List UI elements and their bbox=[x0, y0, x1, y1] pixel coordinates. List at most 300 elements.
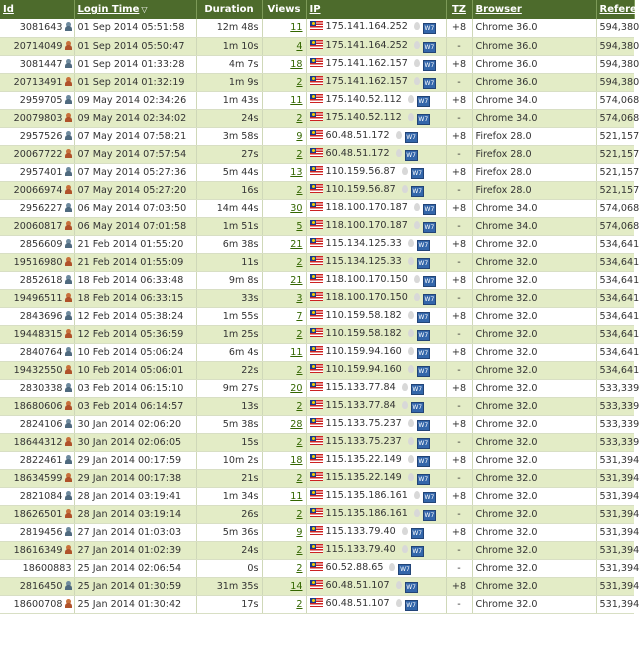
ip-address[interactable]: 175.141.162.157 bbox=[325, 57, 408, 69]
table-row bbox=[0, 109, 634, 127]
column-header-tz[interactable] bbox=[446, 0, 472, 19]
windows-7-icon: W7 bbox=[418, 331, 429, 339]
visit-id[interactable]: 18600883 bbox=[22, 562, 72, 574]
malaysia-flag-icon bbox=[310, 148, 323, 157]
visit-id[interactable]: 20079803 bbox=[13, 112, 63, 124]
cell-ip bbox=[306, 271, 446, 289]
ip-address[interactable]: 110.159.56.87 bbox=[325, 183, 396, 195]
ip-address[interactable]: 110.159.94.160 bbox=[325, 363, 402, 375]
visit-id[interactable]: 2830338 bbox=[19, 382, 63, 394]
views-link[interactable]: 2 bbox=[296, 400, 303, 412]
cell-ip bbox=[306, 451, 446, 469]
cell-duration: 10m 2s bbox=[196, 451, 262, 469]
visitor-icon[interactable] bbox=[65, 221, 72, 230]
table-row bbox=[0, 199, 634, 217]
cell-referer: 521,157 bbox=[596, 145, 634, 163]
visitor-icon[interactable] bbox=[65, 437, 72, 446]
drop-icon bbox=[414, 293, 420, 301]
malaysia-flag-icon bbox=[310, 274, 323, 283]
cell-referer: 531,394 bbox=[596, 541, 634, 559]
visit-id[interactable]: 18644312 bbox=[13, 436, 63, 448]
cell-browser: Chrome 34.0 bbox=[472, 109, 596, 127]
visit-id[interactable]: 2819456 bbox=[19, 526, 63, 538]
cell-referer: 521,157 bbox=[596, 181, 634, 199]
cell-login-time: 12 Feb 2014 05:38:24 bbox=[74, 307, 196, 325]
visit-id[interactable]: 19432550 bbox=[13, 364, 63, 376]
windows-7-icon: W7 bbox=[406, 583, 416, 591]
cell-browser: Chrome 36.0 bbox=[472, 73, 596, 91]
sort-by-id-link[interactable]: Id bbox=[3, 4, 14, 15]
table-row bbox=[0, 361, 634, 379]
ip-address[interactable]: 175.141.164.252 bbox=[325, 21, 408, 33]
drop-icon bbox=[408, 473, 414, 481]
ip-address[interactable]: 175.140.52.112 bbox=[325, 111, 402, 123]
cell-ip bbox=[306, 253, 446, 271]
cell-duration: 24s bbox=[196, 541, 262, 559]
views-link[interactable]: 21 bbox=[290, 274, 303, 286]
cell-id bbox=[0, 109, 74, 127]
cell-id bbox=[0, 487, 74, 505]
ip-address[interactable]: 110.159.58.182 bbox=[325, 327, 402, 339]
cell-views bbox=[262, 451, 306, 469]
visitor-icon[interactable] bbox=[65, 239, 72, 248]
visitor-icon[interactable] bbox=[65, 203, 72, 212]
visitor-icon[interactable] bbox=[65, 365, 72, 374]
malaysia-flag-icon bbox=[310, 292, 323, 301]
visitor-icon[interactable] bbox=[65, 185, 72, 194]
views-link[interactable]: 11 bbox=[290, 346, 303, 358]
visitor-icon[interactable] bbox=[65, 22, 72, 31]
visit-id[interactable]: 20066974 bbox=[13, 184, 63, 196]
malaysia-flag-icon bbox=[310, 418, 323, 427]
malaysia-flag-icon bbox=[310, 40, 323, 49]
drop-icon bbox=[408, 239, 414, 247]
cell-tz: - bbox=[446, 253, 472, 271]
views-link[interactable]: 2 bbox=[296, 598, 303, 610]
malaysia-flag-icon bbox=[310, 364, 323, 373]
cell-login-time: 10 Feb 2014 05:06:01 bbox=[74, 361, 196, 379]
cell-referer: 574,068 bbox=[596, 217, 634, 235]
visit-id[interactable]: 2956227 bbox=[19, 202, 63, 214]
views-link[interactable]: 2 bbox=[296, 508, 303, 520]
views-link[interactable]: 2 bbox=[296, 436, 303, 448]
table-row bbox=[0, 487, 634, 505]
visitor-icon[interactable] bbox=[65, 149, 72, 158]
cell-tz: - bbox=[446, 505, 472, 523]
views-link[interactable]: 2 bbox=[296, 76, 303, 88]
ip-address[interactable]: 115.134.125.33 bbox=[325, 237, 402, 249]
cell-duration: 12m 48s bbox=[196, 19, 262, 37]
visitor-icon[interactable] bbox=[65, 113, 72, 122]
visit-id[interactable]: 18680606 bbox=[13, 400, 63, 412]
views-link[interactable]: 13 bbox=[290, 166, 303, 178]
visit-id[interactable]: 3081643 bbox=[19, 22, 63, 34]
table-row bbox=[0, 73, 634, 91]
column-header-id[interactable] bbox=[0, 0, 74, 19]
ip-address[interactable]: 115.134.125.33 bbox=[325, 255, 402, 267]
cell-referer: 534,641 bbox=[596, 361, 634, 379]
cell-tz: +8 bbox=[446, 523, 472, 541]
cell-duration: 5m 38s bbox=[196, 415, 262, 433]
visit-id[interactable]: 18626501 bbox=[13, 508, 63, 520]
visitor-icon[interactable] bbox=[65, 581, 72, 590]
cell-referer: 521,157 bbox=[596, 127, 634, 145]
visit-id[interactable]: 2843696 bbox=[19, 310, 63, 322]
ip-address[interactable]: 115.133.75.237 bbox=[325, 435, 402, 447]
drop-icon bbox=[408, 95, 414, 103]
cell-browser: Chrome 36.0 bbox=[472, 55, 596, 73]
cell-browser: Chrome 32.0 bbox=[472, 559, 596, 577]
ip-address[interactable]: 110.159.94.160 bbox=[325, 345, 402, 357]
cell-views bbox=[262, 271, 306, 289]
cell-ip bbox=[306, 469, 446, 487]
ip-address[interactable]: 115.135.186.161 bbox=[325, 507, 408, 519]
visit-id[interactable]: 2816450 bbox=[19, 580, 63, 592]
cell-tz: +8 bbox=[446, 307, 472, 325]
malaysia-flag-icon bbox=[310, 238, 323, 247]
drop-icon bbox=[414, 77, 420, 85]
column-header-ip[interactable] bbox=[306, 0, 446, 19]
cell-duration: 1m 25s bbox=[196, 325, 262, 343]
cell-id bbox=[0, 307, 74, 325]
ip-address[interactable]: 115.133.75.237 bbox=[325, 417, 402, 429]
cell-duration: 33s bbox=[196, 289, 262, 307]
sort-by-login-time-link[interactable]: Login Time bbox=[77, 4, 140, 15]
visitor-icon[interactable] bbox=[65, 131, 72, 140]
cell-login-time: 29 Jan 2014 00:17:38 bbox=[74, 469, 196, 487]
cell-tz: - bbox=[446, 541, 472, 559]
ip-address[interactable]: 60.48.51.107 bbox=[325, 597, 390, 609]
cell-id bbox=[0, 217, 74, 235]
drop-icon bbox=[396, 581, 402, 589]
sort-descending-icon[interactable]: ▽ bbox=[141, 5, 148, 14]
cell-login-time: 07 May 2014 05:27:20 bbox=[74, 181, 196, 199]
ip-address[interactable]: 110.159.56.87 bbox=[325, 165, 396, 177]
views-link[interactable]: 11 bbox=[290, 94, 303, 106]
ip-address[interactable]: 115.133.77.84 bbox=[325, 399, 396, 411]
drop-icon bbox=[402, 401, 408, 409]
visit-id[interactable]: 19496511 bbox=[13, 292, 63, 304]
cell-login-time: 21 Feb 2014 01:55:20 bbox=[74, 235, 196, 253]
cell-tz: +8 bbox=[446, 415, 472, 433]
table-row bbox=[0, 235, 634, 253]
cell-ip bbox=[306, 523, 446, 541]
cell-referer: 533,339 bbox=[596, 397, 634, 415]
views-link[interactable]: 28 bbox=[290, 418, 303, 430]
drop-icon bbox=[402, 185, 408, 193]
malaysia-flag-icon bbox=[310, 256, 323, 265]
cell-referer: 533,339 bbox=[596, 415, 634, 433]
table-row bbox=[0, 343, 634, 361]
cell-login-time: 12 Feb 2014 05:36:59 bbox=[74, 325, 196, 343]
visit-id[interactable]: 20713491 bbox=[13, 76, 63, 88]
windows-7-icon: W7 bbox=[412, 385, 423, 393]
drop-icon bbox=[414, 41, 420, 49]
visit-id[interactable]: 2856609 bbox=[19, 238, 63, 250]
visit-id[interactable]: 2959705 bbox=[19, 94, 63, 106]
malaysia-flag-icon bbox=[310, 598, 323, 607]
visitor-icon[interactable] bbox=[65, 167, 72, 176]
drop-icon bbox=[414, 275, 420, 283]
ip-address[interactable]: 118.100.170.187 bbox=[325, 201, 408, 213]
windows-7-icon: W7 bbox=[418, 367, 429, 375]
visit-id[interactable]: 3081447 bbox=[19, 58, 63, 70]
views-link[interactable]: 2 bbox=[296, 112, 303, 124]
views-link[interactable]: 11 bbox=[290, 490, 303, 502]
cell-duration: 6m 38s bbox=[196, 235, 262, 253]
cell-login-time: 27 Jan 2014 01:02:39 bbox=[74, 541, 196, 559]
cell-duration: 21s bbox=[196, 469, 262, 487]
cell-duration: 15s bbox=[196, 433, 262, 451]
malaysia-flag-icon bbox=[310, 21, 323, 30]
cell-login-time: 29 Jan 2014 00:17:59 bbox=[74, 451, 196, 469]
visit-id[interactable]: 18634599 bbox=[13, 472, 63, 484]
cell-referer: 534,641 bbox=[596, 343, 634, 361]
table-row bbox=[0, 217, 634, 235]
visitor-icon[interactable] bbox=[65, 401, 72, 410]
visitor-icon[interactable] bbox=[65, 77, 72, 86]
visit-id[interactable]: 19448315 bbox=[13, 328, 63, 340]
cell-browser: Chrome 32.0 bbox=[472, 523, 596, 541]
cell-duration: 0s bbox=[196, 559, 262, 577]
table-row bbox=[0, 595, 634, 613]
cell-browser: Chrome 32.0 bbox=[472, 595, 596, 613]
cell-tz: +8 bbox=[446, 91, 472, 109]
drop-icon bbox=[408, 419, 414, 427]
cell-tz: +8 bbox=[446, 487, 472, 505]
views-link[interactable]: 18 bbox=[290, 58, 303, 70]
views-link[interactable]: 21 bbox=[290, 238, 303, 250]
cell-referer: 534,641 bbox=[596, 235, 634, 253]
ip-address[interactable]: 115.135.186.161 bbox=[325, 489, 408, 501]
cell-login-time: 18 Feb 2014 06:33:48 bbox=[74, 271, 196, 289]
windows-7-icon: W7 bbox=[424, 79, 435, 87]
cell-referer: 534,641 bbox=[596, 253, 634, 271]
table-row bbox=[0, 379, 634, 397]
visitor-icon[interactable] bbox=[65, 491, 72, 500]
cell-duration: 5m 36s bbox=[196, 523, 262, 541]
visitor-icon[interactable] bbox=[65, 473, 72, 482]
cell-duration: 1m 43s bbox=[196, 91, 262, 109]
views-link[interactable]: 11 bbox=[290, 22, 303, 34]
views-link[interactable]: 9 bbox=[296, 526, 303, 538]
sort-by-browser-link[interactable]: Browser bbox=[475, 4, 522, 15]
visit-id[interactable]: 18600708 bbox=[13, 598, 63, 610]
cell-login-time: 30 Jan 2014 02:06:20 bbox=[74, 415, 196, 433]
visitor-icon[interactable] bbox=[65, 509, 72, 518]
visitor-icon[interactable] bbox=[65, 275, 72, 284]
cell-duration: 1m 10s bbox=[196, 37, 262, 55]
cell-id bbox=[0, 163, 74, 181]
sort-by-ip-link[interactable]: IP bbox=[309, 4, 321, 15]
column-header-duration: Duration bbox=[196, 0, 262, 19]
visitor-icon[interactable] bbox=[65, 293, 72, 302]
visitor-icon[interactable] bbox=[65, 347, 72, 356]
malaysia-flag-icon bbox=[310, 526, 323, 535]
column-header-referer[interactable] bbox=[596, 0, 637, 19]
table-row bbox=[0, 397, 634, 415]
windows-7-icon: W7 bbox=[412, 187, 423, 195]
cell-browser: Chrome 36.0 bbox=[472, 19, 596, 37]
views-link[interactable]: 2 bbox=[296, 472, 303, 484]
visit-id[interactable]: 20060817 bbox=[13, 220, 63, 232]
cell-ip bbox=[306, 505, 446, 523]
cell-referer: 594,380 bbox=[596, 19, 634, 37]
ip-address[interactable]: 60.52.88.65 bbox=[325, 561, 384, 573]
cell-tz: - bbox=[446, 217, 472, 235]
cell-duration: 9m 27s bbox=[196, 379, 262, 397]
malaysia-flag-icon bbox=[310, 436, 323, 445]
views-link[interactable]: 5 bbox=[296, 220, 303, 232]
views-link[interactable]: 3 bbox=[296, 292, 303, 304]
visitor-icon[interactable] bbox=[65, 59, 72, 68]
cell-duration: 11s bbox=[196, 253, 262, 271]
windows-7-icon: W7 bbox=[418, 259, 429, 267]
cell-tz: - bbox=[446, 37, 472, 55]
visit-id[interactable]: 2824106 bbox=[19, 418, 63, 430]
ip-address[interactable]: 115.133.79.40 bbox=[325, 543, 396, 555]
ip-address[interactable]: 175.141.162.157 bbox=[325, 75, 408, 87]
ip-address[interactable]: 110.159.58.182 bbox=[325, 309, 402, 321]
table-row bbox=[0, 505, 634, 523]
visitor-icon[interactable] bbox=[65, 257, 72, 266]
cell-views bbox=[262, 289, 306, 307]
views-link[interactable]: 14 bbox=[290, 580, 303, 592]
visitor-icon[interactable] bbox=[65, 527, 72, 536]
cell-login-time: 25 Jan 2014 02:06:54 bbox=[74, 559, 196, 577]
table-body bbox=[0, 19, 639, 613]
windows-7-icon: W7 bbox=[424, 493, 435, 501]
visitor-icon[interactable] bbox=[65, 545, 72, 554]
cell-tz: - bbox=[446, 469, 472, 487]
views-link[interactable]: 7 bbox=[296, 310, 303, 322]
ip-address[interactable]: 60.48.51.172 bbox=[325, 147, 390, 159]
cell-tz: +8 bbox=[446, 451, 472, 469]
ip-address[interactable]: 115.133.79.40 bbox=[325, 525, 396, 537]
malaysia-flag-icon bbox=[310, 346, 323, 355]
table-row bbox=[0, 37, 634, 55]
cell-duration: 22s bbox=[196, 361, 262, 379]
ip-address[interactable]: 118.100.170.187 bbox=[325, 219, 408, 231]
windows-7-icon: W7 bbox=[412, 529, 423, 537]
cell-duration: 4m 7s bbox=[196, 55, 262, 73]
visit-id[interactable]: 2957401 bbox=[19, 166, 63, 178]
table-header bbox=[0, 0, 637, 19]
ip-address[interactable]: 60.48.51.107 bbox=[325, 579, 390, 591]
cell-id bbox=[0, 433, 74, 451]
visit-id[interactable]: 2821084 bbox=[19, 490, 63, 502]
cell-referer: 531,394 bbox=[596, 523, 634, 541]
visitor-icon[interactable] bbox=[65, 383, 72, 392]
cell-referer: 533,339 bbox=[596, 379, 634, 397]
drop-icon bbox=[408, 329, 414, 337]
ip-address[interactable]: 115.133.77.84 bbox=[325, 381, 396, 393]
malaysia-flag-icon bbox=[310, 400, 323, 409]
column-header-browser[interactable] bbox=[472, 0, 596, 19]
visitor-icon[interactable] bbox=[65, 599, 72, 608]
cell-referer: 531,394 bbox=[596, 577, 634, 595]
malaysia-flag-icon bbox=[310, 94, 323, 103]
cell-id bbox=[0, 289, 74, 307]
cell-tz: +8 bbox=[446, 163, 472, 181]
visit-id[interactable]: 2840764 bbox=[19, 346, 63, 358]
ip-address[interactable]: 175.140.52.112 bbox=[325, 93, 402, 105]
ip-address[interactable]: 60.48.51.172 bbox=[325, 129, 390, 141]
cell-id bbox=[0, 451, 74, 469]
visitor-icon[interactable] bbox=[65, 41, 72, 50]
views-link[interactable]: 2 bbox=[296, 256, 303, 268]
sort-by-referer-link[interactable]: Refere bbox=[599, 4, 637, 15]
cell-duration: 27s bbox=[196, 145, 262, 163]
malaysia-flag-icon bbox=[310, 58, 323, 67]
visit-id[interactable]: 20067722 bbox=[13, 148, 63, 160]
sort-by-tz-link[interactable]: TZ bbox=[451, 4, 467, 15]
visitor-icon[interactable] bbox=[65, 329, 72, 338]
cell-views bbox=[262, 37, 306, 55]
column-header-login-time[interactable] bbox=[74, 0, 196, 19]
cell-referer: 534,641 bbox=[596, 289, 634, 307]
drop-icon bbox=[414, 491, 420, 499]
ip-address[interactable]: 118.100.170.150 bbox=[325, 291, 408, 303]
visitor-icon[interactable] bbox=[65, 455, 72, 464]
cell-browser: Chrome 32.0 bbox=[472, 451, 596, 469]
cell-referer: 534,641 bbox=[596, 325, 634, 343]
drop-icon bbox=[408, 347, 414, 355]
visit-id[interactable]: 20714049 bbox=[13, 40, 63, 52]
views-link[interactable]: 30 bbox=[290, 202, 303, 214]
ip-address[interactable]: 118.100.170.150 bbox=[325, 273, 408, 285]
visitor-icon[interactable] bbox=[65, 419, 72, 428]
views-link[interactable]: 2 bbox=[296, 562, 303, 574]
visit-id[interactable]: 19516980 bbox=[13, 256, 63, 268]
malaysia-flag-icon bbox=[310, 328, 323, 337]
views-link[interactable]: 20 bbox=[290, 382, 303, 394]
malaysia-flag-icon bbox=[310, 166, 323, 175]
visitor-icon[interactable] bbox=[65, 95, 72, 104]
views-link[interactable]: 2 bbox=[296, 148, 303, 160]
ip-address[interactable]: 175.141.164.252 bbox=[325, 39, 408, 51]
ip-address[interactable]: 115.135.22.149 bbox=[325, 453, 402, 465]
cell-views bbox=[262, 235, 306, 253]
views-link[interactable]: 2 bbox=[296, 544, 303, 556]
ip-address[interactable]: 115.135.22.149 bbox=[325, 471, 402, 483]
visit-id[interactable]: 2957526 bbox=[19, 130, 63, 142]
windows-7-icon: W7 bbox=[418, 457, 429, 465]
views-link[interactable]: 18 bbox=[290, 454, 303, 466]
cell-views bbox=[262, 307, 306, 325]
cell-tz: - bbox=[446, 595, 472, 613]
visit-id[interactable]: 2852618 bbox=[19, 274, 63, 286]
views-link[interactable]: 2 bbox=[296, 328, 303, 340]
cell-browser: Chrome 32.0 bbox=[472, 271, 596, 289]
cell-tz: +8 bbox=[446, 577, 472, 595]
cell-views bbox=[262, 253, 306, 271]
views-link[interactable]: 2 bbox=[296, 364, 303, 376]
windows-7-icon: W7 bbox=[418, 97, 429, 105]
visitor-icon[interactable] bbox=[65, 311, 72, 320]
views-link[interactable]: 4 bbox=[296, 40, 303, 52]
cell-views bbox=[262, 91, 306, 109]
cell-browser: Chrome 32.0 bbox=[472, 289, 596, 307]
cell-id bbox=[0, 145, 74, 163]
views-link[interactable]: 9 bbox=[296, 130, 303, 142]
cell-duration: 5m 44s bbox=[196, 163, 262, 181]
visit-id[interactable]: 18616349 bbox=[13, 544, 63, 556]
visit-id[interactable]: 2822461 bbox=[19, 454, 63, 466]
views-link[interactable]: 2 bbox=[296, 184, 303, 196]
windows-7-icon: W7 bbox=[418, 475, 429, 483]
cell-id bbox=[0, 325, 74, 343]
